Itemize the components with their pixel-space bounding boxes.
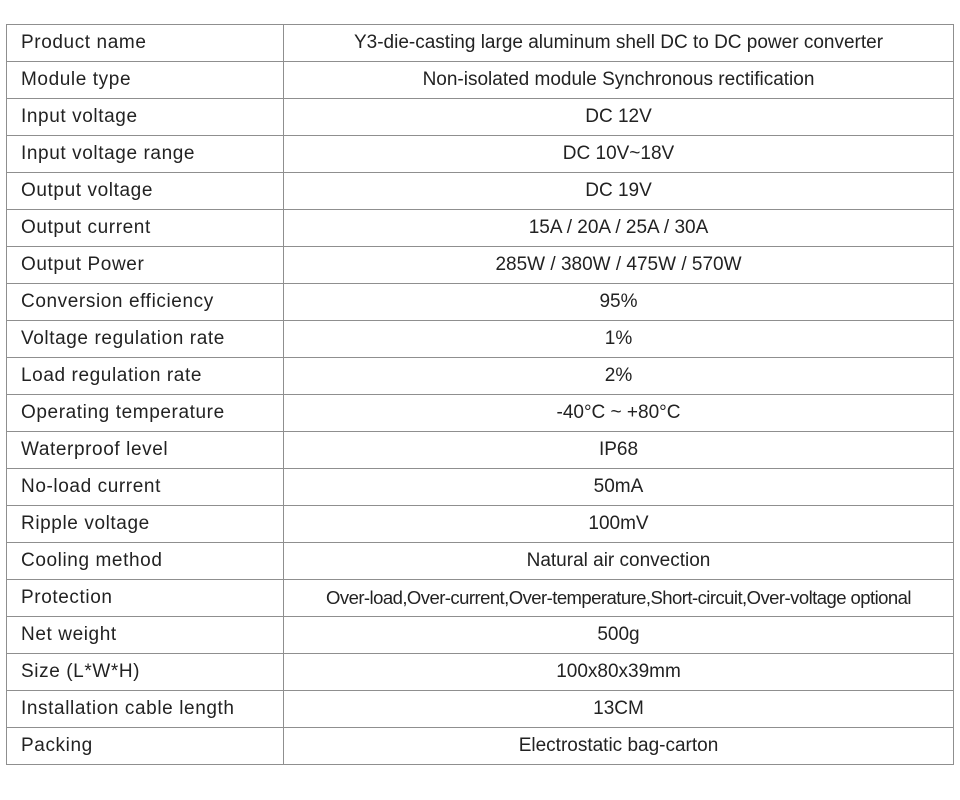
table-row bbox=[7, 25, 954, 62]
spec-label: Conversion efficiency bbox=[7, 284, 284, 321]
spec-label: Packing bbox=[7, 728, 284, 765]
table-row bbox=[7, 321, 954, 358]
spec-label: Net weight bbox=[7, 617, 284, 654]
table-row bbox=[7, 617, 954, 654]
spec-label: Operating temperature bbox=[7, 395, 284, 432]
spec-label: Output Power bbox=[7, 247, 284, 284]
spec-label: Protection bbox=[7, 580, 284, 617]
spec-value: 15A / 20A / 25A / 30A bbox=[284, 210, 954, 247]
table-row bbox=[7, 210, 954, 247]
table-row bbox=[7, 543, 954, 580]
spec-label: Voltage regulation rate bbox=[7, 321, 284, 358]
spec-label: Load regulation rate bbox=[7, 358, 284, 395]
table-row bbox=[7, 395, 954, 432]
spec-label: Input voltage bbox=[7, 99, 284, 136]
table-row bbox=[7, 247, 954, 284]
spec-value: 95% bbox=[284, 284, 954, 321]
spec-value: 13CM bbox=[284, 691, 954, 728]
spec-value: DC 10V~18V bbox=[284, 136, 954, 173]
spec-label: Installation cable length bbox=[7, 691, 284, 728]
table-row bbox=[7, 62, 954, 99]
table-row bbox=[7, 432, 954, 469]
spec-value: Natural air convection bbox=[284, 543, 954, 580]
spec-table bbox=[6, 24, 954, 765]
table-row bbox=[7, 654, 954, 691]
spec-label: Product name bbox=[7, 25, 284, 62]
table-row bbox=[7, 469, 954, 506]
table-row bbox=[7, 358, 954, 395]
spec-label: Module type bbox=[7, 62, 284, 99]
spec-value: DC 19V bbox=[284, 173, 954, 210]
table-row bbox=[7, 691, 954, 728]
spec-value: -40°C ~ +80°C bbox=[284, 395, 954, 432]
table-row bbox=[7, 173, 954, 210]
spec-value: 100x80x39mm bbox=[284, 654, 954, 691]
spec-value: Y3-die-casting large aluminum shell DC to DC power converter bbox=[284, 25, 954, 62]
table-row bbox=[7, 506, 954, 543]
table-row bbox=[7, 136, 954, 173]
spec-value: Electrostatic bag-carton bbox=[284, 728, 954, 765]
spec-value: 2% bbox=[284, 358, 954, 395]
spec-label: Ripple voltage bbox=[7, 506, 284, 543]
spec-value: 285W / 380W / 475W / 570W bbox=[284, 247, 954, 284]
spec-label: Cooling method bbox=[7, 543, 284, 580]
spec-value: Non-isolated module Synchronous rectification bbox=[284, 62, 954, 99]
table-row bbox=[7, 99, 954, 136]
spec-value: 500g bbox=[284, 617, 954, 654]
spec-value: Over-load,Over-current,Over-temperature,Short-circuit,Over-voltage optional bbox=[284, 580, 954, 617]
spec-value: 1% bbox=[284, 321, 954, 358]
spec-value: 100mV bbox=[284, 506, 954, 543]
table-row bbox=[7, 580, 954, 617]
spec-value: 50mA bbox=[284, 469, 954, 506]
spec-label: Input voltage range bbox=[7, 136, 284, 173]
spec-label: Size (L*W*H) bbox=[7, 654, 284, 691]
spec-label: Output current bbox=[7, 210, 284, 247]
spec-value: DC 12V bbox=[284, 99, 954, 136]
table-row bbox=[7, 284, 954, 321]
spec-label: Output voltage bbox=[7, 173, 284, 210]
table-row bbox=[7, 728, 954, 765]
spec-label: Waterproof level bbox=[7, 432, 284, 469]
spec-label: No-load current bbox=[7, 469, 284, 506]
spec-value: IP68 bbox=[284, 432, 954, 469]
